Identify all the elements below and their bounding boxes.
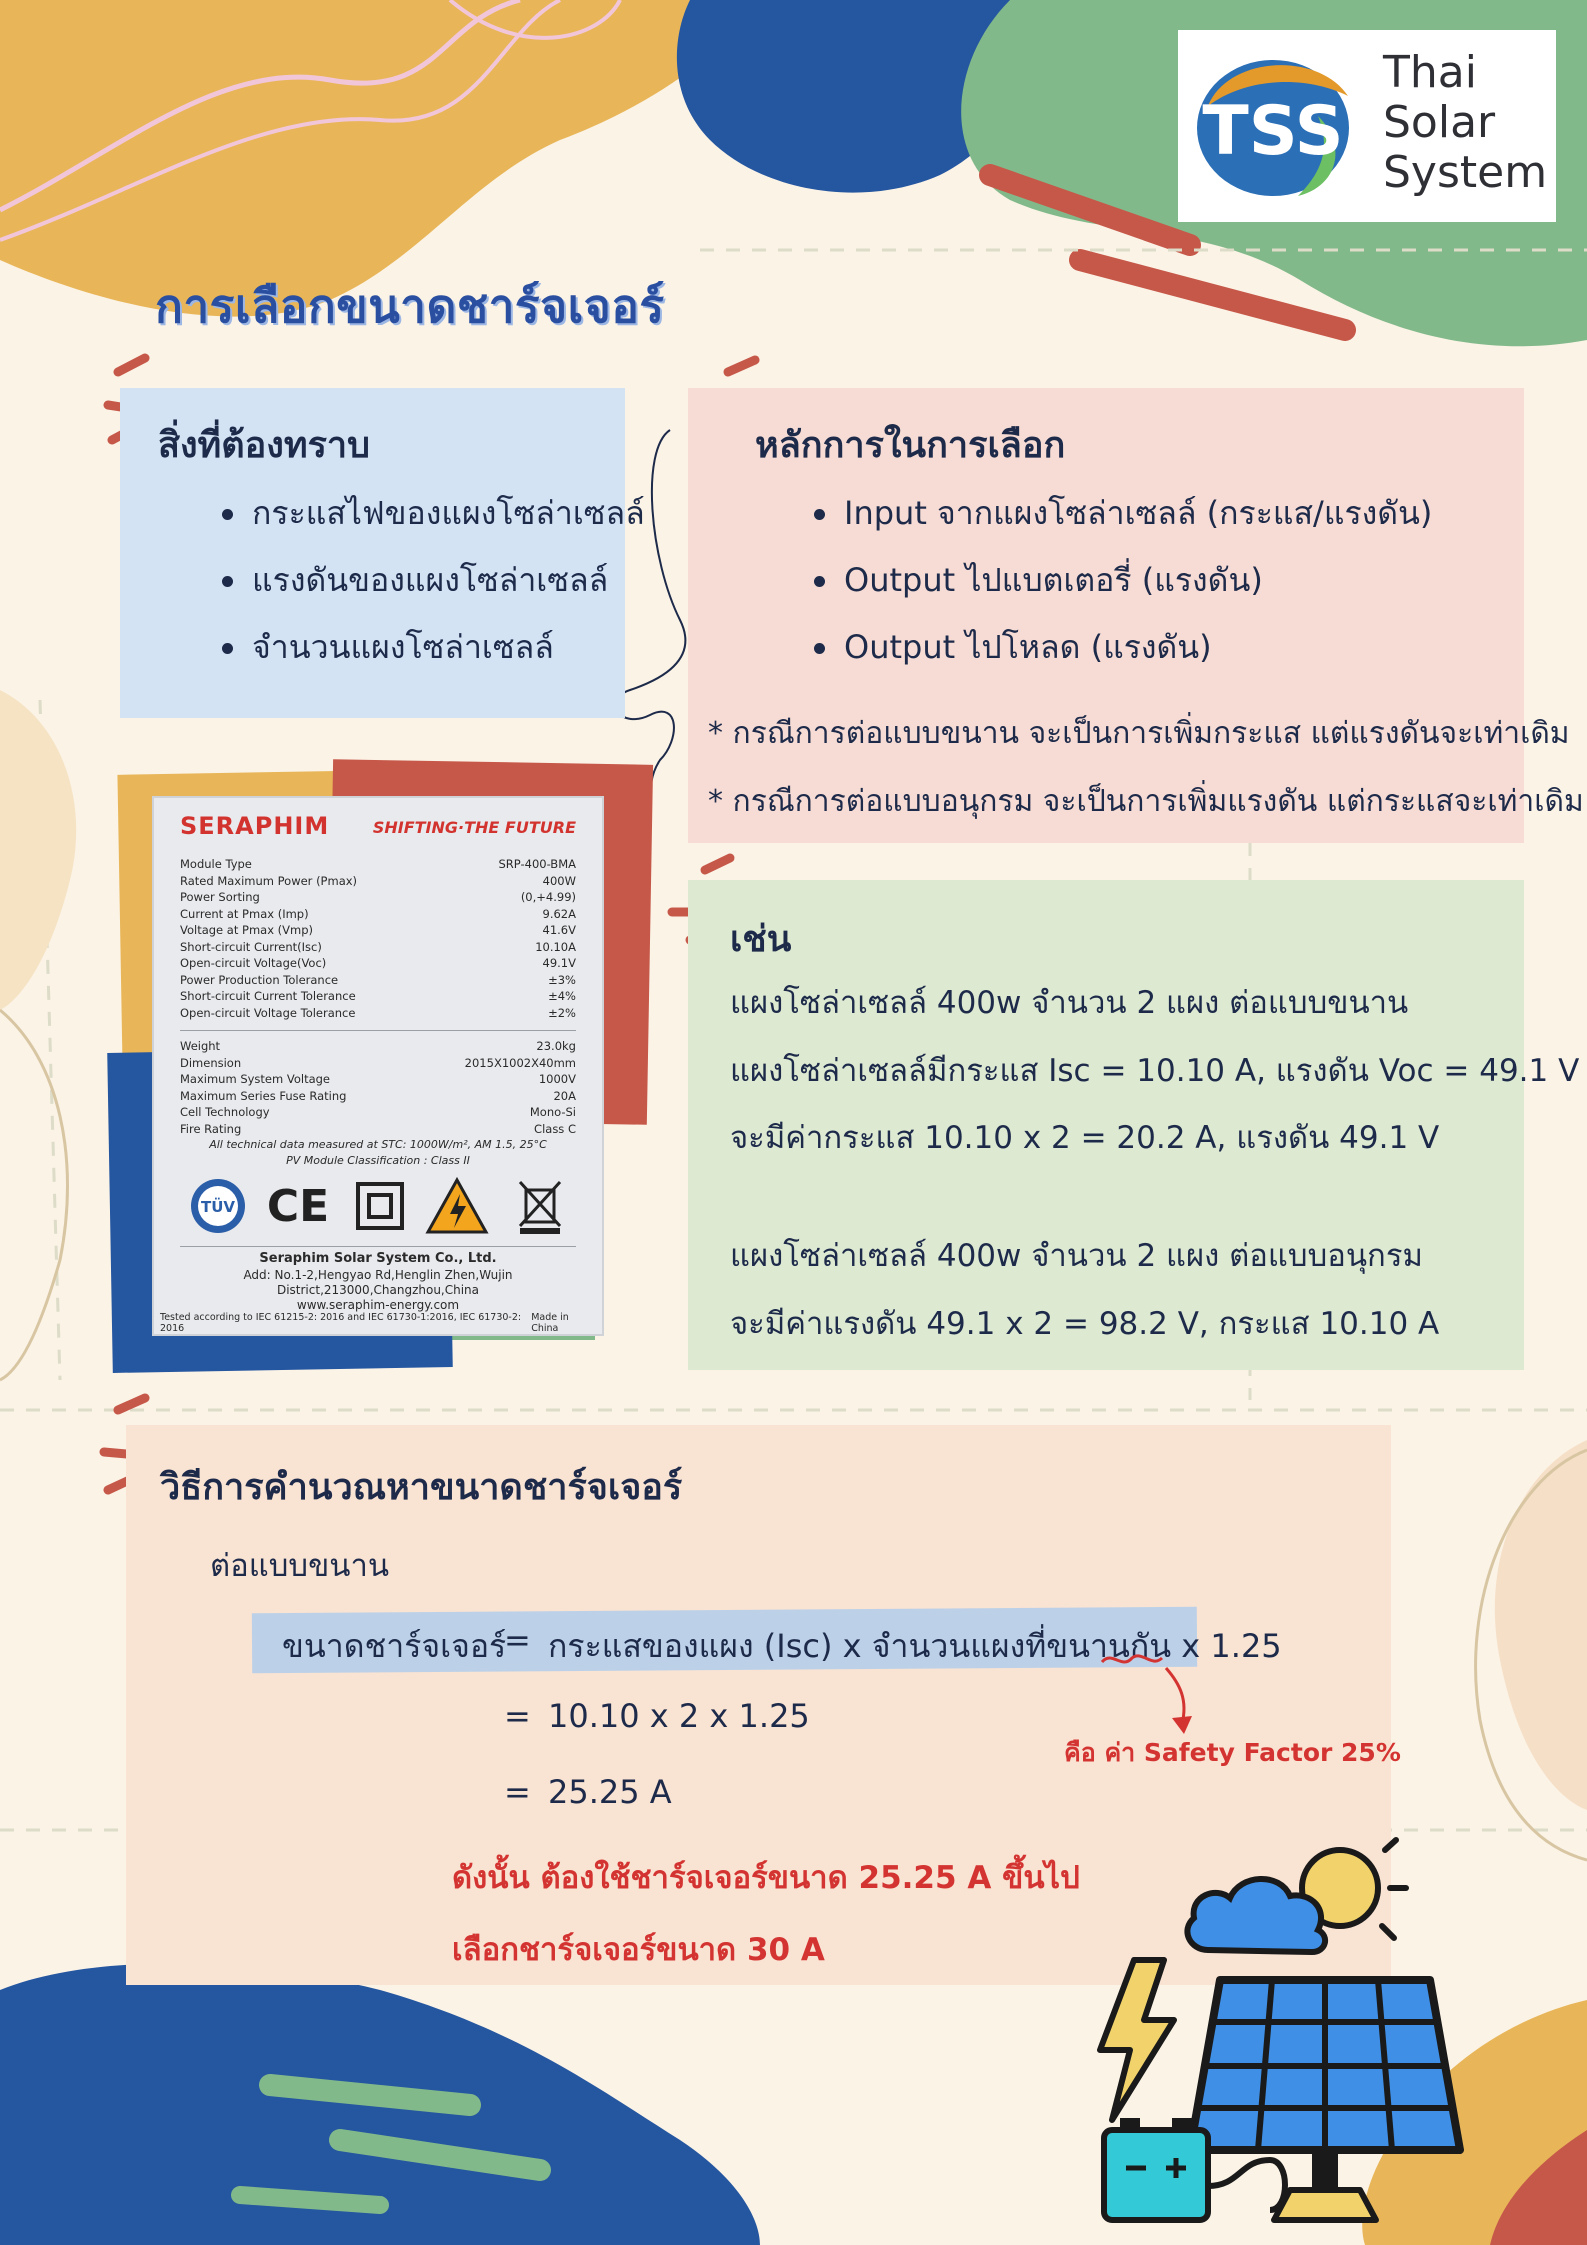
logo-word-system: System [1383, 147, 1548, 198]
spec-row: Fire Rating Class C [180, 1121, 576, 1136]
arrow-icon [1100, 1650, 1210, 1740]
solar-illustration [1090, 1830, 1490, 2240]
spec-row: Voltage at Pmax (Vmp) 41.6V [180, 923, 576, 937]
high-voltage-warning-icon [424, 1176, 490, 1236]
equals-sign: = [504, 1697, 531, 1735]
example-line: แผงโซล่าเซลล์ 400w จำนวน 2 แผง ต่อแบบอนุกรม [730, 1238, 1423, 1274]
spec-row: Open-circuit Voltage(Voc) 49.1V [180, 956, 576, 970]
test-standard: Tested according to IEC 61215-2: 2016 and IEC 61730-1:2016, IEC 61730-2: 2016 [160, 1312, 522, 1334]
lightning-icon [1100, 1960, 1174, 2120]
svg-text:TÜV: TÜV [200, 1198, 236, 1216]
spec-row: Maximum System Voltage 1000V [180, 1072, 576, 1086]
spec-row: Maximum Series Fuse Rating 20A [180, 1088, 576, 1103]
ce-mark-icon [266, 1176, 330, 1236]
solar-panel-icon [1190, 1980, 1460, 2220]
cable [1208, 2160, 1285, 2210]
tss-logo-mark [1188, 46, 1358, 206]
list-item: Output ไปโหลด (แรงดัน) [814, 614, 1432, 681]
label-footer [160, 1312, 596, 1334]
slogan: SHIFTING·THE FUTURE [372, 818, 576, 837]
principles-heading: หลักการในการเลือก [755, 425, 1066, 466]
company-website: www.seraphim-energy.com [296, 1298, 460, 1312]
know-panel [120, 388, 645, 718]
safety-factor-note: คือ ค่า Safety Factor 25% [1064, 1738, 1401, 1767]
svg-text:CE: CE [266, 1181, 330, 1232]
spec-row: Rated Maximum Power (Pmax) 400W [180, 873, 576, 888]
equals-sign: = [504, 1773, 531, 1811]
spec-row: Current at Pmax (Imp) 9.62A [180, 906, 576, 921]
principles-panel [688, 388, 1584, 843]
divider [180, 1030, 576, 1031]
spec-row: Cell Technology Mono-Si [180, 1105, 576, 1119]
series-note: * กรณีการต่อแบบอนุกรม จะเป็นการเพิ่มแรงดัน แต่กระแสจะเท่าเดิม [708, 784, 1584, 819]
made-in: Made in China [531, 1312, 569, 1334]
formula-step: 10.10 x 2 x 1.25 [548, 1697, 810, 1735]
spec-row: Module Type SRP-400-BMA [180, 857, 576, 871]
company-address: District,213000,Changzhou,China [276, 1283, 480, 1297]
know-heading: สิ่งที่ต้องทราบ [158, 425, 370, 466]
spec-row: Power Production Tolerance ±3% [180, 972, 576, 987]
calc-heading: วิธีการคำนวณหาขนาดชาร์จเจอร์ [160, 1467, 683, 1508]
equals-sign: = [504, 1621, 531, 1659]
classification-note: PV Module Classification : Class II [286, 1154, 470, 1167]
formula-rhs: กระแสของแผง (Isc) x จำนวนแผงที่ขนานกัน x 1.25 [548, 1627, 1282, 1665]
list-item: Output ไปแบตเตอรี่ (แรงดัน) [814, 547, 1432, 614]
calc-subheading: ต่อแบบขนาน [210, 1548, 390, 1584]
weee-bin-icon [512, 1176, 568, 1236]
company-address: Add: No.1-2,Hengyao Rd,Henglin Zhen,Wujin [243, 1268, 513, 1282]
example-panel [688, 880, 1580, 1370]
example-line: แผงโซล่าเซลล์มีกระแส Isc = 10.10 A, แรงดัน Voc = 49.1 V [730, 1053, 1580, 1089]
spec-table-2 [180, 1038, 576, 1137]
class-ii-insulation-icon [352, 1176, 408, 1236]
list-item: Input จากแผงโซล่าเซลล์ (กระแส/แรงดัน) [814, 480, 1432, 547]
company-name: Seraphim Solar System Co., Ltd. [259, 1251, 497, 1266]
example-line: แผงโซล่าเซลล์ 400w จำนวน 2 แผง ต่อแบบขนาน [730, 985, 1409, 1021]
logo [1178, 30, 1556, 222]
conclusion-text: ดังนั้น ต้องใช้ชาร์จเจอร์ขนาด 25.25 A ขึ้นไป [452, 1860, 1080, 1896]
example-heading: เช่น [730, 919, 792, 960]
seraphim-logo: SERAPHIM [180, 812, 330, 840]
divider [180, 1246, 576, 1247]
know-list [222, 480, 645, 681]
conclusion-text: เลือกชาร์จเจอร์ขนาด 30 A [452, 1932, 825, 1968]
logo-word-solar: Solar [1383, 97, 1496, 148]
spec-row: Power Sorting (0,+4.99) [180, 890, 576, 904]
spec-row: Short-circuit Current Tolerance ±4% [180, 989, 576, 1003]
spec-row: Open-circuit Voltage Tolerance ±2% [180, 1005, 576, 1020]
spec-row: Short-circuit Current(Isc) 10.10A [180, 939, 576, 954]
formula-result: 25.25 A [548, 1773, 672, 1811]
spec-table [180, 856, 576, 1021]
logo-word-thai: Thai [1383, 47, 1477, 98]
list-item: กระแสไฟของแผงโซล่าเซลล์ [222, 480, 645, 547]
spec-row: Weight 23.0kg [180, 1039, 576, 1053]
tuv-certification-icon [188, 1176, 248, 1236]
example-line: จะมีค่าแรงดัน 49.1 x 2 = 98.2 V, กระแส 10.10 A [730, 1306, 1440, 1342]
battery-icon [1104, 2118, 1208, 2220]
example-line: จะมีค่ากระแส 10.10 x 2 = 20.2 A, แรงดัน 49.1 V [730, 1120, 1440, 1156]
spec-row: Dimension 2015X1002X40mm [180, 1055, 576, 1070]
list-item: จำนวนแผงโซล่าเซลล์ [222, 614, 645, 681]
parallel-note: * กรณีการต่อแบบขนาน จะเป็นการเพิ่มกระแส แต่แรงดันจะเท่าเดิม [708, 716, 1570, 751]
module-label-photo [152, 796, 604, 1336]
page-title: การเลือกขนาดชาร์จเจอร์ [155, 279, 665, 333]
list-item: แรงดันของแผงโซล่าเซลล์ [222, 547, 645, 614]
principles-list [814, 480, 1432, 681]
stc-note: All technical data measured at STC: 1000W/m², AM 1.5, 25°C [209, 1138, 547, 1151]
formula-lhs: ขนาดชาร์จเจอร์ [282, 1627, 507, 1665]
logo-mark-text: TSS [1202, 92, 1344, 171]
